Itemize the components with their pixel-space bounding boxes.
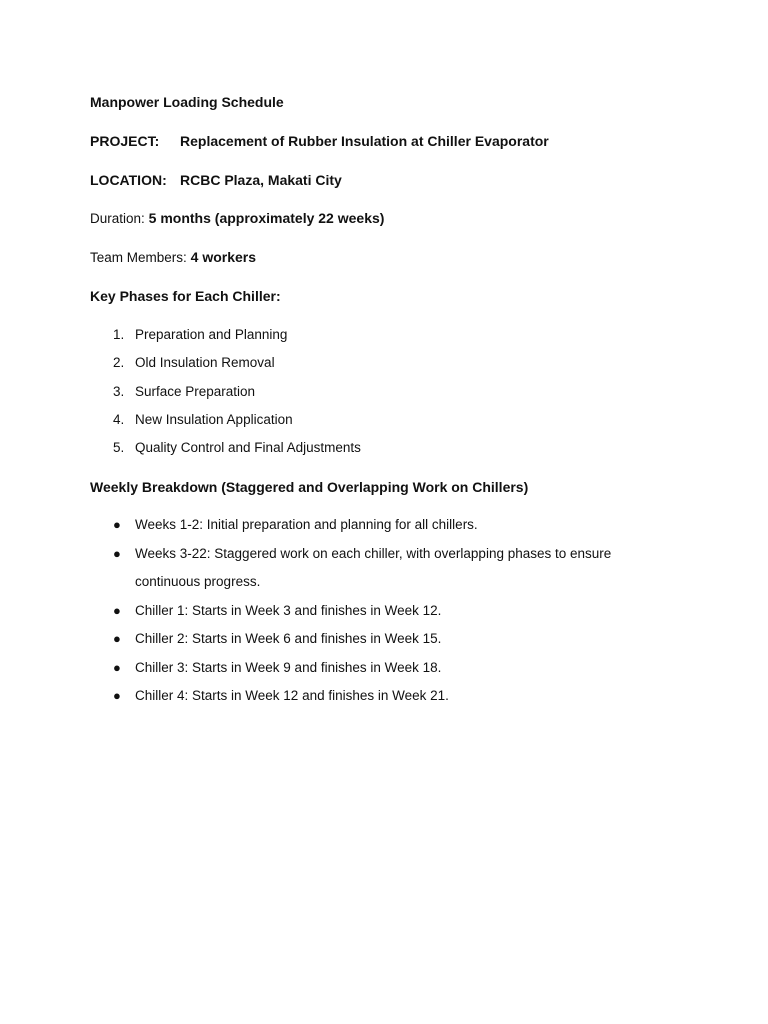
weekly-text: Chiller 1: Starts in Week 3 and finishes in Week 12. [135,603,442,618]
phase-text: Quality Control and Final Adjustments [135,440,361,455]
phase-list-item [113,326,287,344]
duration-value: 5 months (approximately 22 weeks) [148,210,385,226]
document-heading: Manpower Loading Schedule [90,94,284,110]
duration-line [90,209,384,228]
phase-list-item [113,439,361,457]
phase-number: 5. [113,440,125,455]
phase-text: New Insulation Application [135,412,293,427]
weekly-list-item [113,545,611,563]
phase-text: Old Insulation Removal [135,355,275,370]
weekly-title: Weekly Breakdown (Staggered and Overlapping Work on Chillers) [90,479,529,495]
weekly-text-continuation: continuous progress. [135,574,261,589]
location-value: RCBC Plaza, Makati City [180,172,342,188]
phases-title: Key Phases for Each Chiller: [90,288,281,304]
location-line [90,171,342,189]
bullet-icon: ● [113,631,121,646]
project-line [90,132,549,150]
weekly-list-item [113,687,449,705]
phase-number: 3. [113,384,125,399]
team-label: Team Members: [90,250,187,265]
phase-number: 4. [113,412,125,427]
weekly-text: Weeks 3-22: Staggered work on each chiller, with overlapping phases to ensure [135,546,612,561]
weekly-text: Chiller 2: Starts in Week 6 and finishes in Week 15. [135,631,442,646]
phase-list-item [113,383,255,401]
phase-number: 2. [113,355,125,370]
weekly-text: Chiller 3: Starts in Week 9 and finishes in Week 18. [135,660,442,675]
bullet-icon: ● [113,603,121,618]
bullet-icon: ● [113,688,121,703]
bullet-icon: ● [113,546,121,561]
location-label: LOCATION: [90,172,167,188]
phase-list-item [113,411,293,429]
project-label: PROJECT: [90,133,160,149]
phase-text: Preparation and Planning [135,327,288,342]
weekly-list-item [113,516,478,534]
team-value: 4 workers [190,249,257,265]
phase-text: Surface Preparation [135,384,256,399]
duration-label: Duration: [90,211,145,226]
phase-list-item [113,354,275,372]
weekly-list-item [113,659,441,677]
phase-number: 1. [113,327,125,342]
weekly-list-item [113,602,441,620]
weekly-text: Weeks 1-2: Initial preparation and planning for all chillers. [135,517,478,532]
weekly-text: Chiller 4: Starts in Week 12 and finishes in Week 21. [135,688,449,703]
bullet-icon: ● [113,517,121,532]
bullet-icon: ● [113,660,121,675]
team-line [90,248,256,267]
project-value: Replacement of Rubber Insulation at Chiller Evaporator [180,133,549,149]
weekly-list-item [113,630,441,648]
